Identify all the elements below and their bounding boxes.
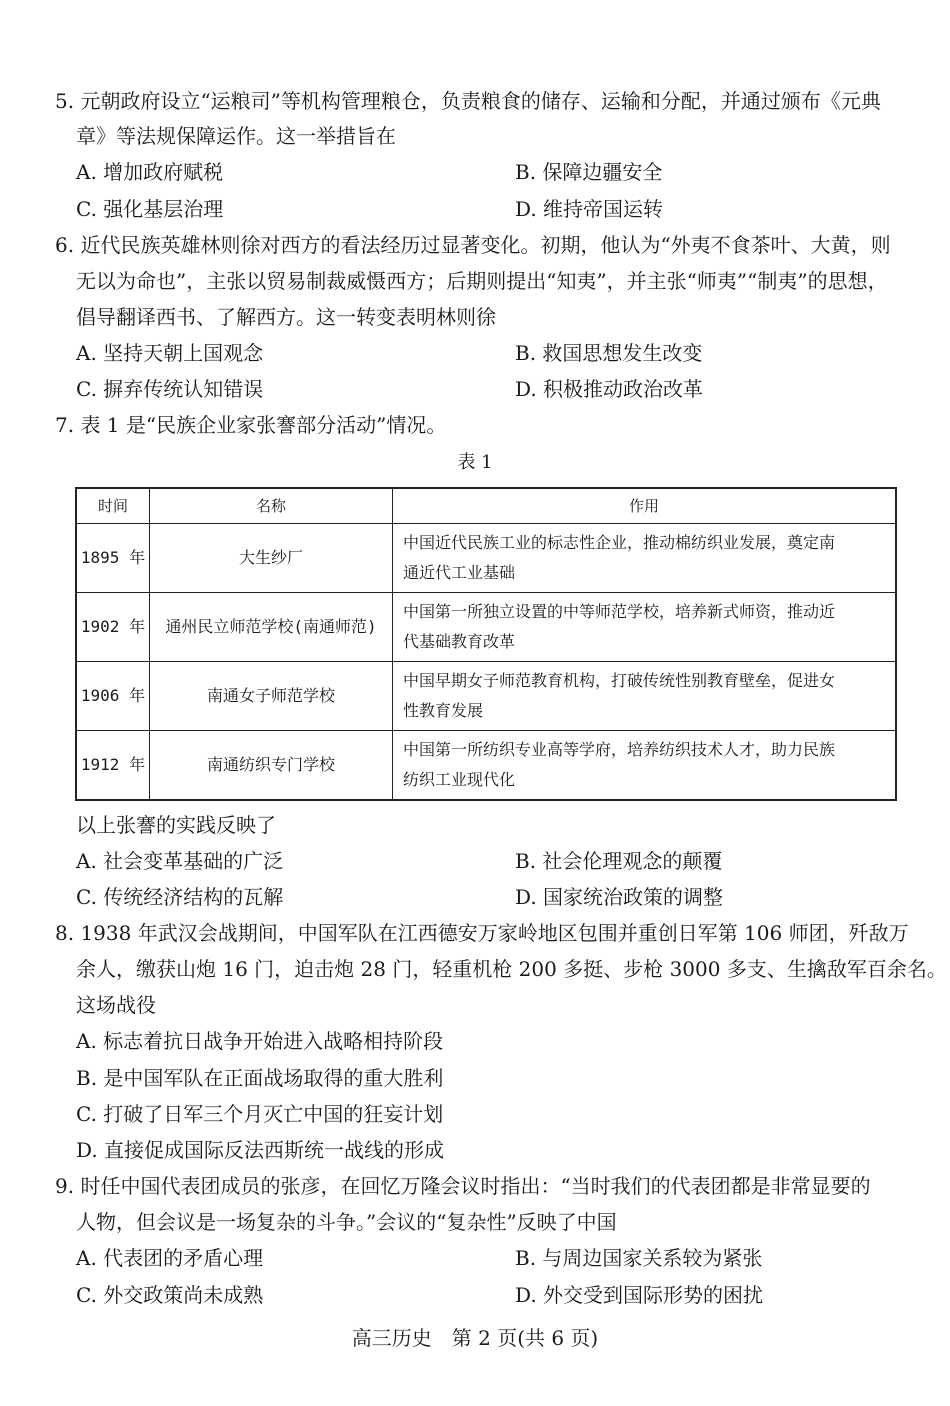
row-effect-line-1: 中国早期女子师范教育机构，打破传统性别教育壁垒，促进女 bbox=[403, 671, 836, 690]
row-effect-line-2: 纺织工业现代化 bbox=[403, 770, 516, 789]
q9-option-a: A. 代表团的矛盾心理 bbox=[76, 1246, 264, 1270]
header-effect: 作用 bbox=[393, 488, 897, 524]
q7-option-d: D. 国家统治政策的调整 bbox=[515, 885, 724, 909]
row-year: 1895 年 bbox=[76, 524, 150, 593]
row-name: 大生纱厂 bbox=[150, 524, 393, 593]
row-effect bbox=[393, 524, 897, 593]
row-effect bbox=[393, 662, 897, 731]
q7-stem-line-1: 7. 表 1 是“民族企业家张謇部分活动”情况。 bbox=[55, 413, 447, 437]
q7-option-c: C. 传统经济结构的瓦解 bbox=[76, 885, 284, 909]
q9-option-d: D. 外交受到国际形势的困扰 bbox=[515, 1283, 764, 1307]
row-year: 1906 年 bbox=[76, 662, 150, 731]
q5-option-d: D. 维持帝国运转 bbox=[515, 197, 664, 221]
q8-option-a: A. 标志着抗日战争开始进入战略相持阶段 bbox=[76, 1029, 444, 1053]
header-time: 时间 bbox=[76, 488, 150, 524]
q5-option-b: B. 保障边疆安全 bbox=[515, 160, 663, 184]
q9-stem-line-2: 人物，但会议是一场复杂的斗争。”会议的“复杂性”反映了中国 bbox=[76, 1210, 617, 1234]
activity-table bbox=[75, 487, 897, 801]
q6-stem-line-1: 6. 近代民族英雄林则徐对西方的看法经历过显著变化。初期，他认为“外夷不食茶叶、大黄，则 bbox=[55, 233, 891, 257]
row-effect bbox=[393, 593, 897, 662]
q7-option-b: B. 社会伦理观念的颠覆 bbox=[515, 849, 723, 873]
q5-stem-line-1: 5. 元朝政府设立“运粮司”等机构管理粮仓，负责粮食的储存、运输和分配，并通过颁布《元典 bbox=[55, 89, 881, 113]
q6-option-c: C. 摒弃传统认知错误 bbox=[76, 377, 264, 401]
table-row bbox=[76, 731, 896, 801]
q5-option-a: A. 增加政府赋税 bbox=[76, 160, 224, 184]
table-row bbox=[76, 662, 896, 731]
q5-stem-line-2: 章》等法规保障运作。这一举措旨在 bbox=[76, 124, 396, 148]
q6-stem-line-3: 倡导翻译西书、了解西方。这一转变表明林则徐 bbox=[76, 305, 496, 329]
q8-option-b: B. 是中国军队在正面战场取得的重大胜利 bbox=[76, 1066, 444, 1090]
row-effect-line-2: 性教育发展 bbox=[403, 701, 484, 720]
row-effect-line-2: 通近代工业基础 bbox=[403, 563, 516, 582]
q6-stem-line-2: 无以为命也”，主张以贸易制裁威慑西方；后期则提出“知夷”，并主张“师夷”“制夷”的思想， bbox=[76, 269, 888, 293]
q8-stem-line-2: 余人，缴获山炮 16 门，迫击炮 28 门，轻重机枪 200 多挺、步枪 3000 多支、生擒敌军百余名。 bbox=[76, 957, 947, 981]
q9-option-b: B. 与周边国家关系较为紧张 bbox=[515, 1246, 763, 1270]
row-effect-line-1: 中国近代民族工业的标志性企业，推动棉纺织业发展，奠定南 bbox=[403, 533, 836, 552]
q6-option-b: B. 救国思想发生改变 bbox=[515, 341, 703, 365]
q9-stem-line-1: 9. 时任中国代表团成员的张彦，在回忆万隆会议时指出：“当时我们的代表团都是非常显要的 bbox=[55, 1174, 871, 1198]
row-effect-line-1: 中国第一所纺织专业高等学府，培养纺织技术人才，助力民族 bbox=[403, 740, 836, 759]
row-year: 1902 年 bbox=[76, 593, 150, 662]
header-name: 名称 bbox=[150, 488, 393, 524]
q8-stem-line-1: 8. 1938 年武汉会战期间，中国军队在江西德安万家岭地区包围并重创日军第 106 师团，歼敌万 bbox=[55, 921, 909, 945]
row-effect-line-2: 代基础教育改革 bbox=[403, 632, 516, 651]
row-name: 南通纺织专门学校 bbox=[150, 731, 393, 801]
table-row bbox=[76, 593, 896, 662]
page-footer: 高三历史 第 2 页(共 6 页) bbox=[351, 1326, 599, 1350]
row-effect-line-1: 中国第一所独立设置的中等师范学校，培养新式师资，推动近 bbox=[403, 602, 836, 621]
q5-option-c: C. 强化基层治理 bbox=[76, 197, 224, 221]
row-year: 1912 年 bbox=[76, 731, 150, 801]
table-caption: 表 1 bbox=[457, 452, 493, 473]
q8-option-c: C. 打破了日军三个月灭亡中国的狂妄计划 bbox=[76, 1102, 444, 1126]
q7-option-a: A. 社会变革基础的广泛 bbox=[76, 849, 284, 873]
row-effect bbox=[393, 731, 897, 801]
row-name: 通州民立师范学校(南通师范) bbox=[150, 593, 393, 662]
row-name: 南通女子师范学校 bbox=[150, 662, 393, 731]
q6-option-a: A. 坚持天朝上国观念 bbox=[76, 341, 264, 365]
q7-after-text: 以上张謇的实践反映了 bbox=[76, 813, 276, 837]
table-header-row bbox=[76, 488, 896, 524]
q6-option-d: D. 积极推动政治改革 bbox=[515, 377, 704, 401]
q8-option-d: D. 直接促成国际反法西斯统一战线的形成 bbox=[76, 1138, 445, 1162]
q8-stem-line-3: 这场战役 bbox=[76, 993, 156, 1017]
table-row bbox=[76, 524, 896, 593]
q9-option-c: C. 外交政策尚未成熟 bbox=[76, 1283, 264, 1307]
